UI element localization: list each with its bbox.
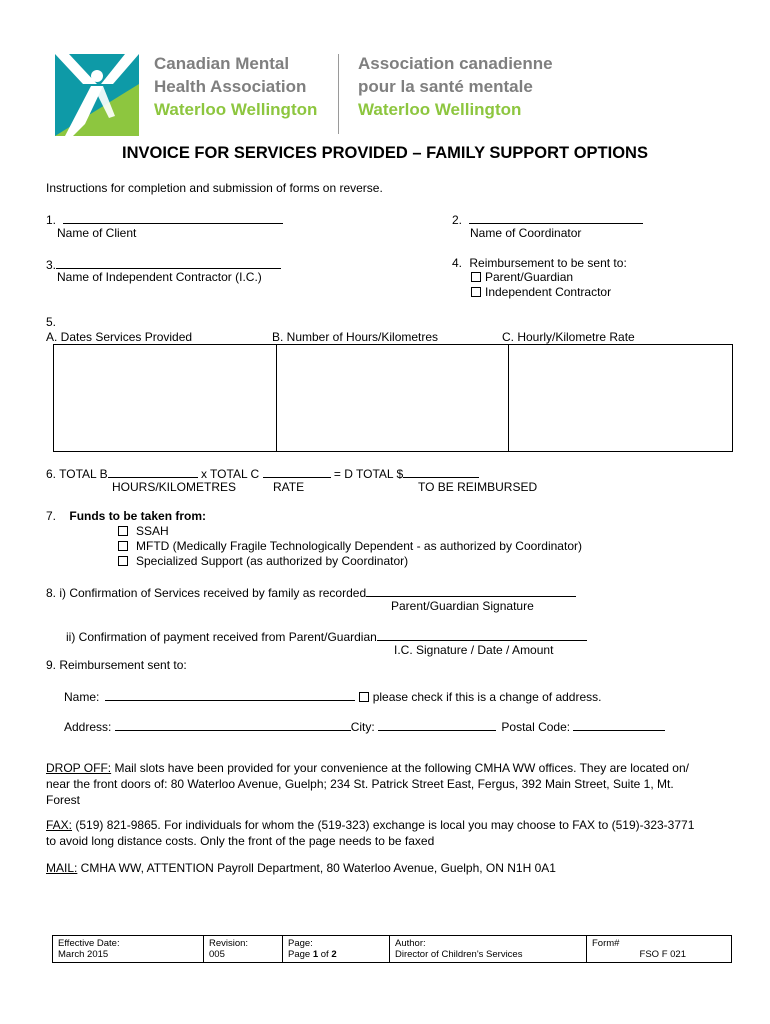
revision-cell: [204, 936, 283, 963]
fax-text: (519) 821-9865. For individuals for whom the (519-323) exchange is local you may choose to FAX to (519)-323-3771 to avoid long distance costs. Only the front of the page needs to be faxed: [46, 818, 695, 848]
org-fr-line3: Waterloo Wellington: [358, 100, 522, 119]
field-4-number: 4.: [452, 256, 463, 270]
author-value: Director of Children's Services: [395, 949, 523, 960]
field-1-number: 1.: [46, 213, 57, 227]
city-line[interactable]: [378, 718, 496, 731]
option-contractor-label: Independent Contractor: [485, 285, 612, 299]
org-en-line1: Canadian Mental: [154, 54, 290, 73]
reimbursement-label: Reimbursement to be sent to:: [469, 256, 627, 270]
confirmation-services: [46, 584, 576, 600]
dropoff-label: DROP OFF:: [46, 761, 112, 775]
mail-text: CMHA WW, ATTENTION Payroll Department, 80 Waterloo Avenue, Guelph, ON N1H 0A1: [77, 861, 556, 875]
org-en-line2: Health Association: [154, 77, 307, 96]
contractor-name-label: Name of Independent Contractor (I.C.): [57, 270, 262, 284]
fund-specialized[interactable]: [118, 554, 408, 568]
form-number-label: Form#: [592, 938, 620, 949]
city-label: City:: [350, 720, 375, 734]
rate-box[interactable]: [508, 344, 733, 452]
org-name-french: [358, 52, 553, 121]
total-c-label: x TOTAL C: [200, 467, 260, 481]
option-independent-contractor[interactable]: [471, 285, 611, 299]
change-address-checkbox[interactable]: [359, 692, 369, 702]
instructions-text: Instructions for completion and submission of forms on reverse.: [46, 181, 383, 195]
page-prefix: Page: [288, 949, 313, 960]
change-address-label: please check if this is a change of address.: [372, 690, 602, 704]
total-b-line[interactable]: [108, 465, 198, 478]
author-label: Author:: [395, 938, 426, 949]
ic-signature-line[interactable]: [377, 628, 587, 641]
totals-row: [46, 465, 479, 481]
mail-label: MAIL:: [46, 861, 78, 875]
coordinator-name-label: Name of Coordinator: [470, 226, 582, 240]
checkbox-icon[interactable]: [118, 526, 128, 536]
funds-heading: Funds to be taken from:: [69, 509, 207, 523]
org-name-english: [154, 52, 317, 121]
reimbursed-caption: TO BE REIMBURSED: [418, 480, 538, 494]
column-b-header: B. Number of Hours/Kilometres: [272, 330, 439, 344]
page-of: of: [318, 949, 332, 960]
ic-signature-caption: I.C. Signature / Date / Amount: [394, 643, 554, 657]
page-total: 2: [331, 949, 337, 960]
fund-ssah-label: SSAH: [136, 524, 169, 538]
option-parent-guardian[interactable]: [471, 270, 573, 284]
option-parent-label: Parent/Guardian: [485, 270, 574, 284]
checkbox-icon[interactable]: [118, 541, 128, 551]
fax-label: FAX:: [46, 818, 73, 832]
form-number-value: FSO F 021: [639, 949, 686, 960]
confirmation-payment: [66, 628, 587, 644]
fund-mftd-label: MFTD (Medically Fragile Technologically Dependent - as authorized by Coordinator): [136, 539, 582, 553]
page-label: Page:: [288, 938, 313, 949]
total-c-line[interactable]: [263, 465, 331, 478]
dropoff-text: Mail slots have been provided for your convenience at the following CMHA WW offices. They are located on/ near the front doors of: 80 Waterloo Avenue, Guelph; 234 St. Patrick Street East, Fergus, 392 Main Street, Suite 1, Mt. Forest: [46, 761, 689, 807]
checkbox-icon[interactable]: [118, 556, 128, 566]
name-row: [64, 688, 601, 704]
document-footer-table: [52, 935, 732, 963]
org-fr-line1: Association canadienne: [358, 54, 553, 73]
address-row: [64, 718, 665, 734]
hours-km-box[interactable]: [276, 344, 508, 452]
effective-date-cell: [53, 936, 204, 963]
checkbox-icon[interactable]: [471, 287, 481, 297]
total-d-line[interactable]: [403, 465, 479, 478]
field-5-number: 5.: [46, 315, 57, 329]
column-a-header: A. Dates Services Provided: [46, 330, 193, 344]
total-b-label: 6. TOTAL B: [46, 467, 108, 481]
logo-divider: [338, 54, 339, 134]
field-2-number: 2.: [452, 213, 463, 227]
form-number-cell: [587, 936, 732, 963]
form-title: INVOICE FOR SERVICES PROVIDED – FAMILY SUPPORT OPTIONS: [122, 144, 648, 162]
dates-services-box[interactable]: [53, 344, 276, 452]
postal-code-line[interactable]: [573, 718, 665, 731]
parent-signature-caption: Parent/Guardian Signature: [391, 599, 534, 613]
fax-paragraph: [46, 817, 706, 849]
fund-ssah[interactable]: [118, 524, 169, 538]
effective-date-label: Effective Date:: [58, 938, 120, 949]
total-d-label: = D TOTAL $: [333, 467, 404, 481]
field-3-number: 3.: [46, 258, 57, 272]
revision-value: 005: [209, 949, 225, 960]
dropoff-paragraph: [46, 760, 706, 808]
name-line[interactable]: [105, 688, 355, 701]
client-name-line[interactable]: [63, 211, 283, 224]
client-name-label: Name of Client: [57, 226, 137, 240]
reimbursement-sent-label: 9. Reimbursement sent to:: [46, 658, 187, 672]
field-7-number: 7.: [46, 509, 57, 523]
page-cell: [283, 936, 390, 963]
confirmation-services-label: 8. i) Confirmation of Services received by family as recorded: [46, 586, 367, 600]
revision-label: Revision:: [209, 938, 249, 949]
confirmation-payment-label: ii) Confirmation of payment received from Parent/Guardian: [66, 630, 377, 644]
coordinator-name-line[interactable]: [469, 211, 643, 224]
postal-code-label: Postal Code:: [501, 720, 571, 734]
rate-caption: RATE: [273, 480, 305, 494]
field-4: [452, 256, 627, 270]
effective-date-value: March 2015: [58, 949, 109, 960]
page-number: 1: [312, 949, 319, 960]
page-value: [288, 949, 384, 960]
name-label: Name:: [64, 690, 100, 704]
org-en-line3: Waterloo Wellington: [154, 100, 318, 119]
author-cell: [390, 936, 587, 963]
address-label: Address:: [64, 720, 112, 734]
field-7: [46, 509, 206, 523]
org-fr-line2: pour la santé mentale: [358, 77, 533, 96]
field-1: [46, 211, 283, 227]
contractor-name-line[interactable]: [56, 256, 281, 269]
fund-mftd[interactable]: [118, 539, 582, 553]
address-line[interactable]: [115, 718, 351, 731]
checkbox-icon[interactable]: [471, 272, 481, 282]
cmha-logo-icon: [55, 54, 139, 136]
fund-specialized-label: Specialized Support (as authorized by Coordinator): [136, 554, 409, 568]
field-2: [452, 211, 643, 227]
column-c-header: C. Hourly/Kilometre Rate: [502, 330, 635, 344]
mail-paragraph: [46, 860, 706, 876]
hours-km-caption: HOURS/KILOMETRES: [112, 480, 237, 494]
parent-signature-line[interactable]: [366, 584, 576, 597]
